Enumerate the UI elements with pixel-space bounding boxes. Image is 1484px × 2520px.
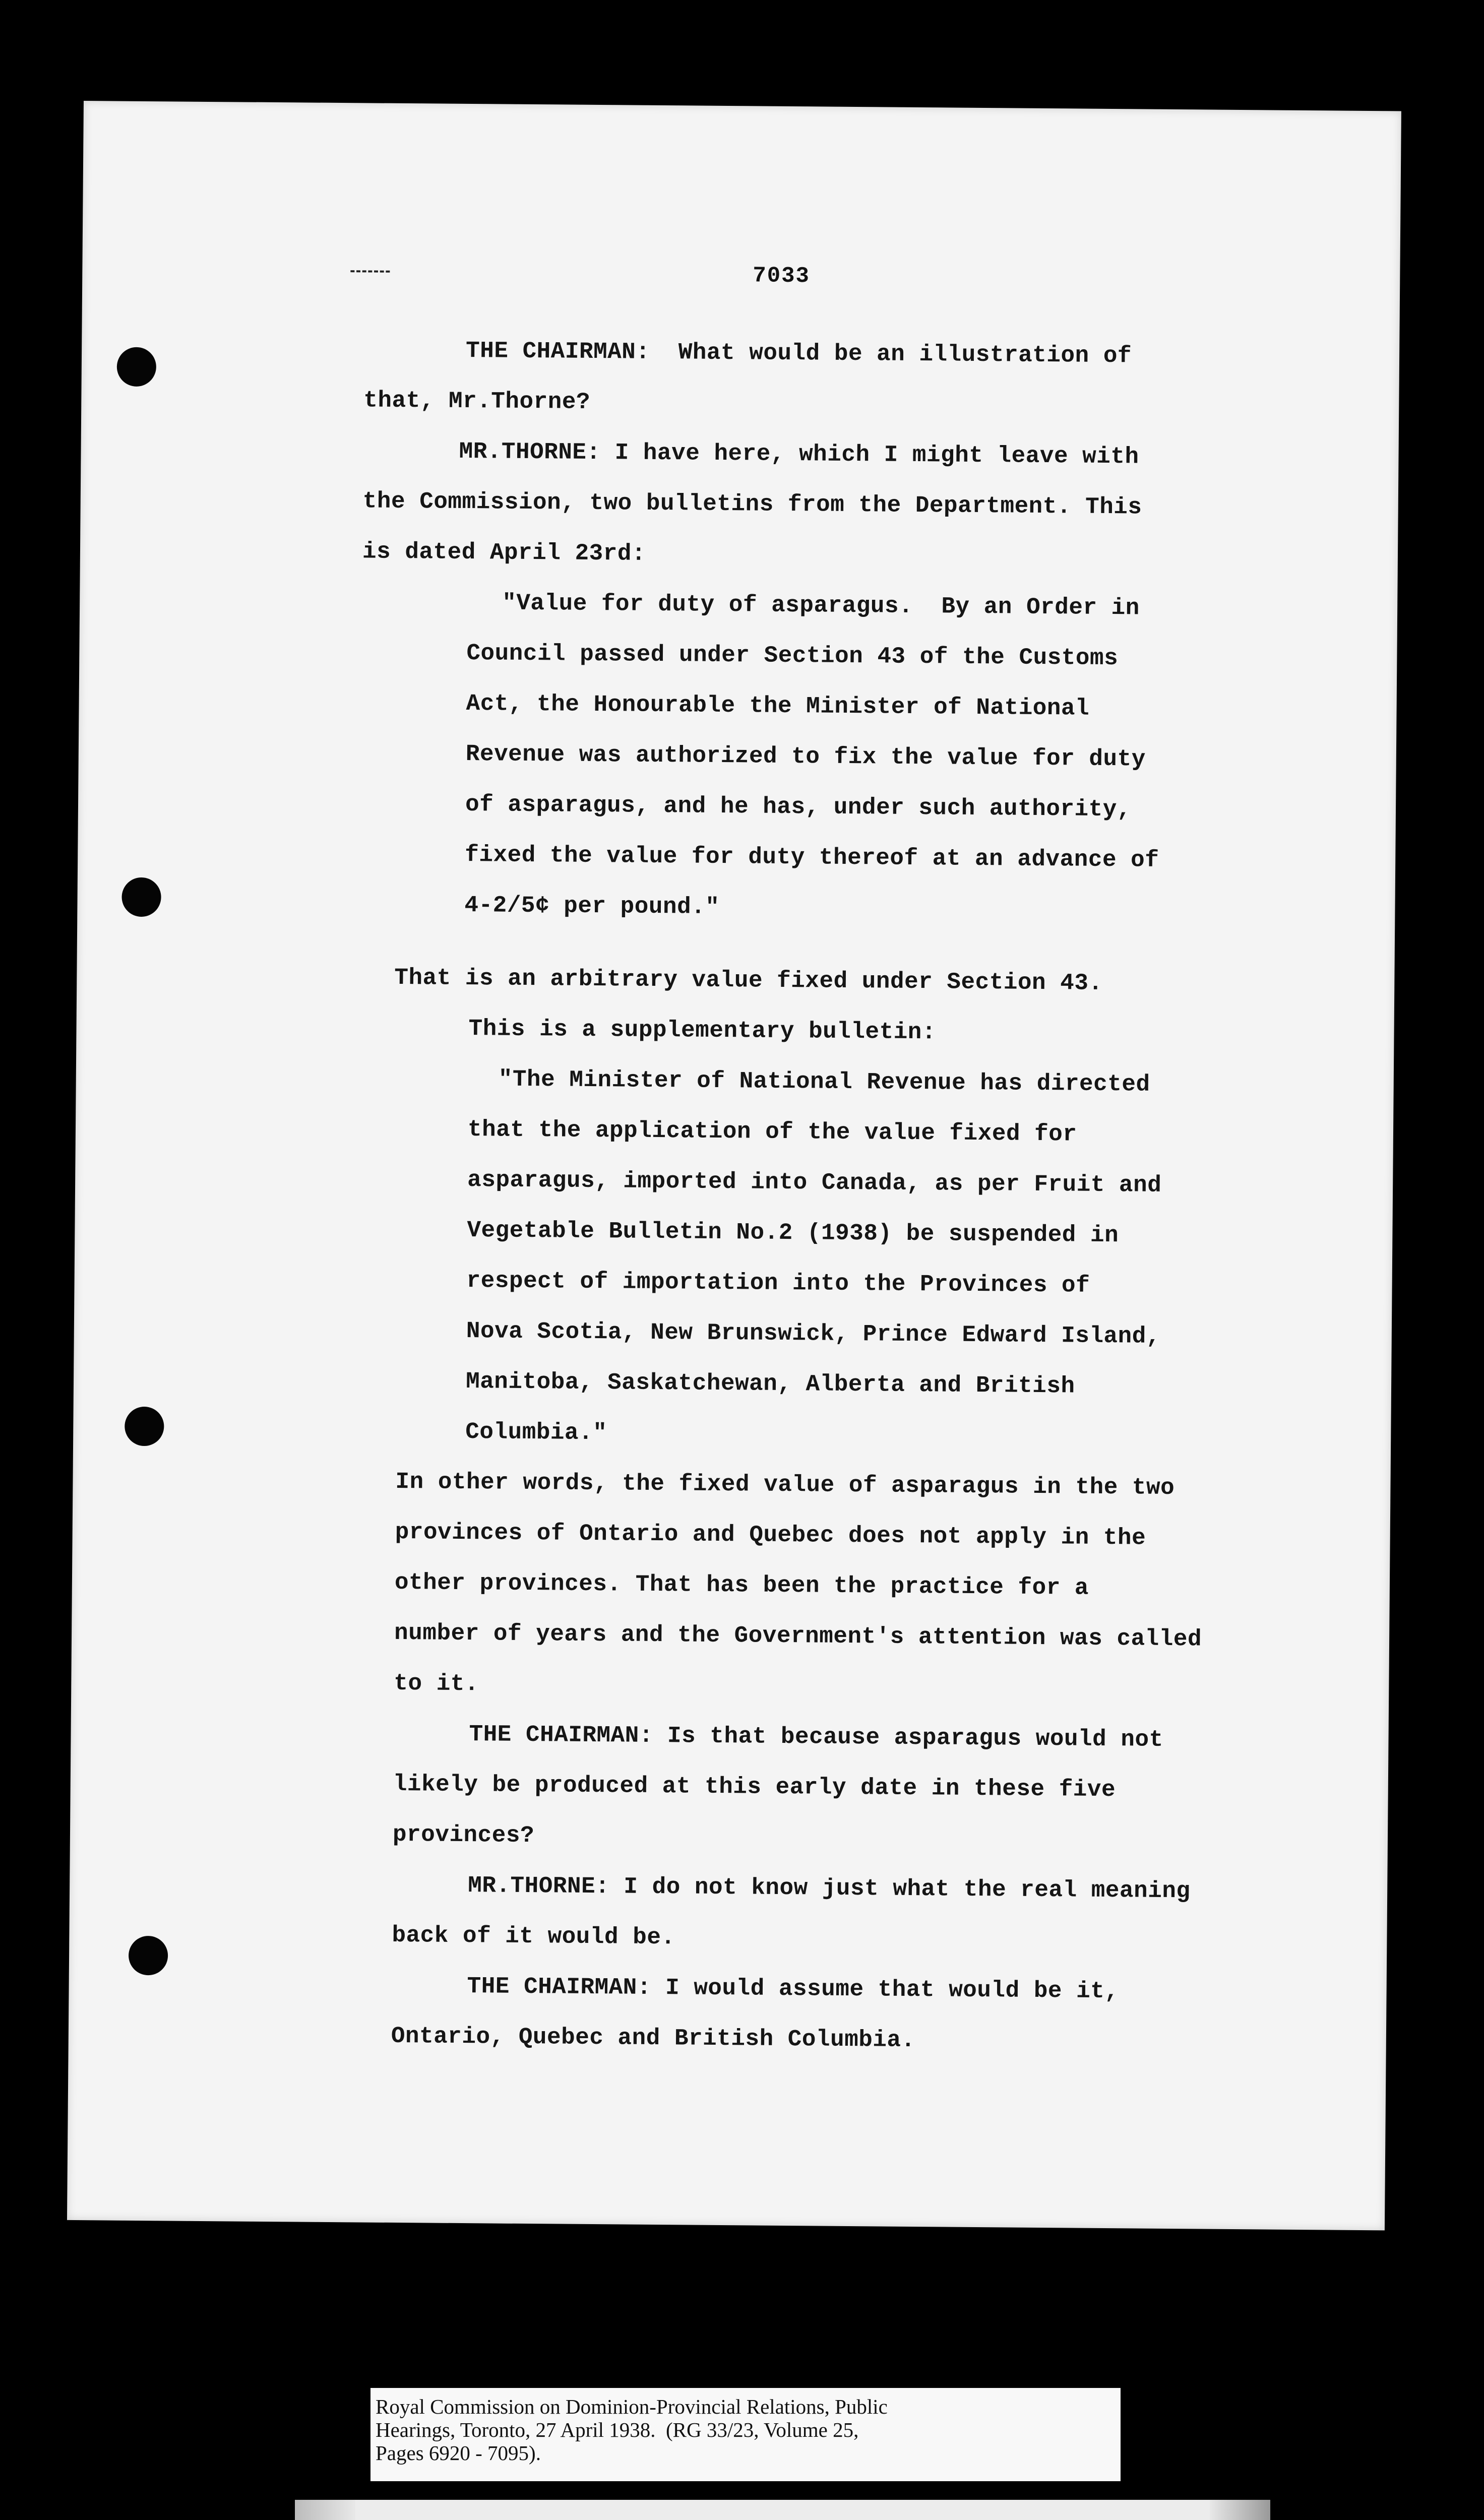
- text-line: provinces of Ontario and Quebec does not apply in the: [395, 1519, 1146, 1551]
- stamp-edge: [295, 2500, 355, 2520]
- text-line: is dated April 23rd:: [362, 538, 646, 567]
- text-line: THE CHAIRMAN: What would be an illustration of: [465, 337, 1132, 369]
- text-line: Ontario, Quebec and British Columbia.: [391, 2023, 915, 2054]
- text-line: THE CHAIRMAN: Is that because asparagus would not: [469, 1721, 1163, 1753]
- caption-line: Pages 6920 - 7095).: [376, 2441, 541, 2465]
- text-line: This is a supplementary bulletin:: [468, 1016, 937, 1046]
- text-line: that, Mr.Thorne?: [363, 387, 591, 415]
- document-page: [67, 101, 1401, 2230]
- text-line: "Value for duty of asparagus. By an Order in: [502, 590, 1140, 621]
- text-line: Manitoba, Saskatchewan, Alberta and British: [465, 1368, 1075, 1400]
- archives-stamp: [295, 2500, 1270, 2520]
- text-line: Revenue was authorized to fix the value for duty: [465, 740, 1146, 773]
- text-line: fixed the value for duty thereof at an advance of: [465, 841, 1159, 873]
- punch-hole: [125, 1407, 164, 1446]
- text-line: respect of importation into the Provinces of: [466, 1268, 1090, 1299]
- text-line: Vegetable Bulletin No.2 (1938) be suspended in: [467, 1217, 1119, 1249]
- text-line: to it.: [394, 1670, 479, 1697]
- text-line: the Commission, two bulletins from the Department. This: [362, 488, 1142, 521]
- stamp-edge: [1210, 2500, 1270, 2520]
- caption-line: Hearings, Toronto, 27 April 1938. (RG 33/23, Volume 25,: [376, 2418, 859, 2441]
- text-line: that the application of the value fixed for: [467, 1116, 1077, 1148]
- text-line: of asparagus, and he has, under such authority,: [465, 791, 1132, 823]
- punch-hole: [129, 1936, 168, 1976]
- archive-caption: [370, 2388, 1121, 2481]
- text-line: back of it would be.: [392, 1922, 675, 1951]
- page-number: 7033: [753, 263, 811, 289]
- punch-hole: [117, 347, 157, 387]
- text-line: Columbia.": [465, 1419, 607, 1446]
- text-line: asparagus, imported into Canada, as per Fruit and: [467, 1167, 1162, 1199]
- text-line: That is an arbitrary value fixed under Section 43.: [394, 964, 1103, 996]
- text-line: MR.THORNE: I do not know just what the real meaning: [468, 1872, 1191, 1905]
- caption-line: Royal Commission on Dominion-Provincial Relations, Public: [376, 2395, 888, 2418]
- text-line: likely be produced at this early date in these five: [393, 1771, 1116, 1803]
- text-line: provinces?: [392, 1821, 535, 1849]
- text-line: MR.THORNE: I have here, which I might leave with: [459, 438, 1139, 470]
- text-line: "The Minister of National Revenue has directed: [498, 1066, 1150, 1098]
- text-line: 4-2/5¢ per pound.": [464, 892, 720, 920]
- text-line: In other words, the fixed value of asparagus in the two: [395, 1468, 1175, 1501]
- text-line: number of years and the Government's attention was called: [394, 1619, 1202, 1653]
- text-line: THE CHAIRMAN: I would assume that would be it,: [467, 1973, 1119, 2005]
- stray-mark: [350, 270, 390, 276]
- text-line: other provinces. That has been the practice for a: [394, 1569, 1089, 1601]
- text-line: Act, the Honourable the Minister of National: [466, 690, 1090, 722]
- text-line: Nova Scotia, New Brunswick, Prince Edward Island,: [466, 1318, 1161, 1350]
- text-line: Council passed under Section 43 of the Customs: [466, 640, 1119, 672]
- punch-hole: [121, 877, 161, 917]
